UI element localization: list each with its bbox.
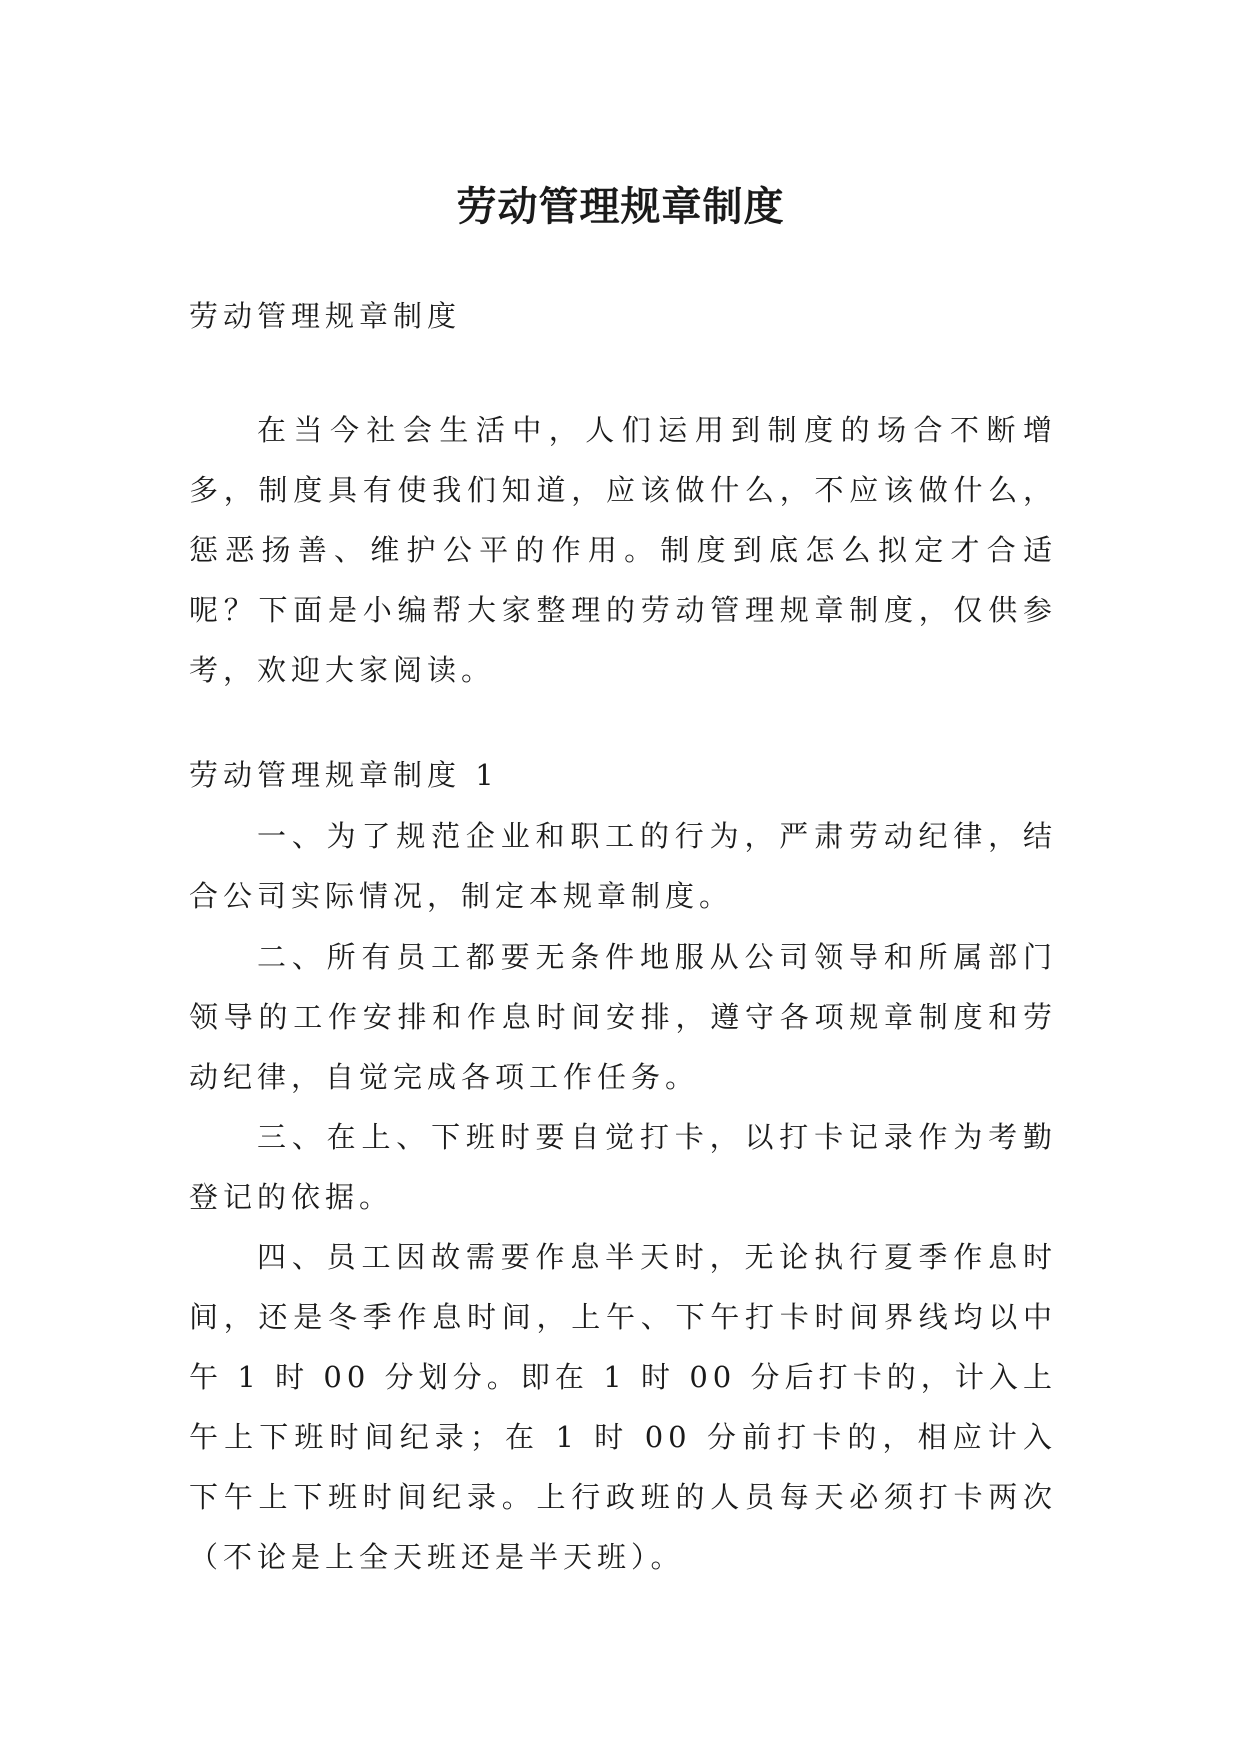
clause-paragraph: 三、在上、下班时要自觉打卡，以打卡记录作为考勤登记的依据。	[189, 1120, 1057, 1214]
intro-paragraph: 在当今社会生活中，人们运用到制度的场合不断增多，制度具有使我们知道，应该做什么，不应该做什么，惩恶扬善、维护公平的作用。制度到底怎么拟定才合适呢？下面是小编帮大家整理的劳动管理规章制度，仅供参考，欢迎大家阅读。	[189, 413, 1057, 687]
section-heading: 劳动管理规章制度 1	[189, 758, 499, 792]
document-subtitle: 劳动管理规章制度	[189, 299, 462, 333]
document-title: 劳动管理规章制度	[456, 182, 785, 230]
clause-paragraph: 一、为了规范企业和职工的行为，严肃劳动纪律，结合公司实际情况，制定本规章制度。	[189, 819, 1057, 913]
clause-paragraph: 四、员工因故需要作息半天时，无论执行夏季作息时间，还是冬季作息时间，上午、下午打卡时间界线均以中午 1 时 00 分划分。即在 1 时 00 分后打卡的，计入上午上下班时间纪录；在 1 时 00 分前打卡的，相应计入下午上下班时间纪录。上行政班的人员每天必须打卡两次（不论是上全天班还是半天班）。	[189, 1240, 1057, 1574]
clause-paragraph: 二、所有员工都要无条件地服从公司领导和所属部门领导的工作安排和作息时间安排，遵守各项规章制度和劳动纪律，自觉完成各项工作任务。	[189, 940, 1057, 1094]
